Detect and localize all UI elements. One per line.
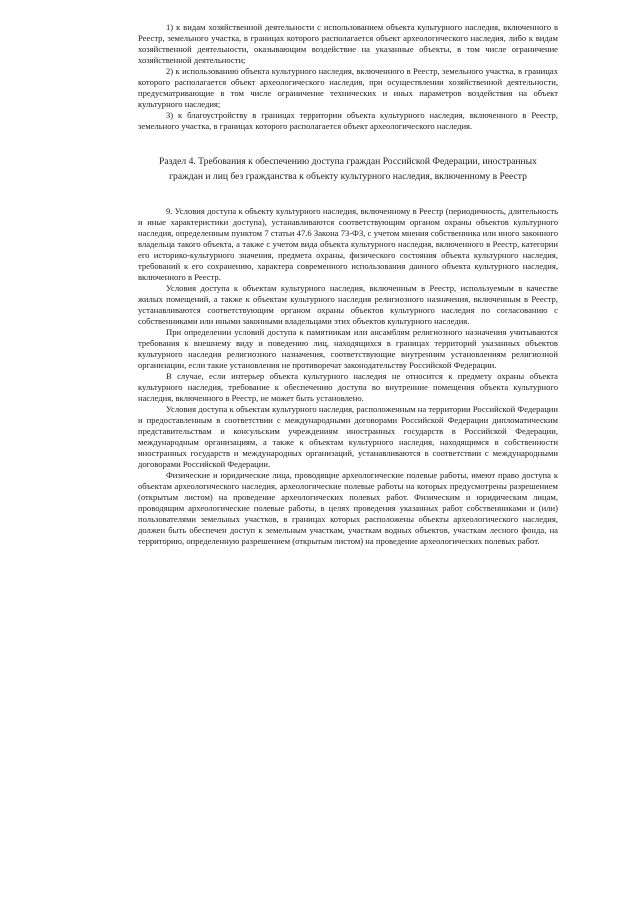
paragraph-religious-access: Условия доступа к объектам культурного наследия, включенным в Реестр, используемым в качестве жилых помещений, а также к объектам культурного наследия религиозного назначения, включенным в Реестр, устанавливаются соответствующим органом охраны объектов культурного наследия по согласованию с собственниками или иными законными владельцами этих объектов культурного наследия. [138,283,558,326]
list-item-1: 1) к видам хозяйственной деятельности с использованием объекта культурного наследия, включенного в Реестр, земельного участка, в границах которого располагается объект археологического наследия, либо к видам хозяйственной деятельности, оказывающим воздействие на указанные объекты, в том числе ограничение хозяйственной деятельности; [138,22,558,65]
paragraph-archaeology: Физические и юридические лица, проводящие археологические полевые работы, имеют право доступа к объектам археологического наследия, археологические полевые работы на которых предусмотрены разрешением (открытым листом) на проведение археологических полевых работ. Физическим и юридическим лицам, проводящим археологические полевые работы, в целях проведения указанных работ собственниками и (или) пользователями земельных участков, в границах которых расположены объекты археологического наследия, должен быть обеспечен доступ к земельным участкам, участкам водных объектов, участкам лесного фонда, на территорию, определенную разрешением (открытым листом) на проведение археологических полевых работ. [138,470,558,546]
section-heading: Раздел 4. Требования к обеспечению доступа граждан Российской Федерации, иностранных граждан и лиц без гражданства к объекту культурного наследия, включенному в Реестр [159,156,537,182]
list-item-3: 3) к благоустройству в границах территории объекта культурного наследия, включенного в Реестр, земельного участка, в границах которого располагается объект археологического наследия. [138,110,558,131]
list-item-2: 2) к использованию объекта культурного наследия, включенного в Реестр, земельного участка, в границах которого располагается объект археологического наследия, при осуществлении хозяйственной деятельности, предусматривающие в том числе ограничение технических и иных параметров воздействия на объект культурного наследия; [138,66,558,109]
paragraph-9: 9. Условия доступа к объекту культурного наследия, включенному в Реестр (периодичность, длительность и иные характеристики доступа), устанавливаются соответствующим органом охраны объектов культурного наследия, определенным пунктом 7 статьи 47.6 Закона 73-ФЗ, с учетом мнения собственника или иного законного владельца такого объекта, а также с учетом вида объекта культурного наследия, включенного в Реестр, категории его историко-культурного значения, предмета охраны, физического состояния объекта культурного наследия, требований к его сохранению, характера современного использования данного объекта культурного наследия, включенного в Реестр. [138,206,558,282]
paragraph-interior: В случае, если интерьер объекта культурного наследия не относится к предмету охраны объекта культурного наследия, требование к обеспечению доступа во внутренние помещения объекта культурного наследия, включенного в Реестр, не может быть установлено. [138,371,558,403]
paragraph-international: Условия доступа к объектам культурного наследия, расположенным на территории Российской Федерации и предоставленным в соответствии с международными договорами Российской Федерации дипломатическим представительствам и консульским учреждениям иностранных государств в Российской Федерации, международным организациям, а также к объектам культурного наследия, находящимся в собственности иностранных государств и международных организаций, устанавливаются в соответствии с международными договорами Российской Федерации. [138,404,558,469]
paragraph-religious-requirements: При определении условий доступа к памятникам или ансамблям религиозного назначения учитываются требования к внешнему виду и поведению лиц, находящихся в границах территорий указанных объектов культурного наследия религиозного назначения, соответствующие внутренним установлениям религиозной организации, если такие установления не противоречат законодательству Российской Федерации. [138,327,558,370]
document-page [138,22,558,547]
